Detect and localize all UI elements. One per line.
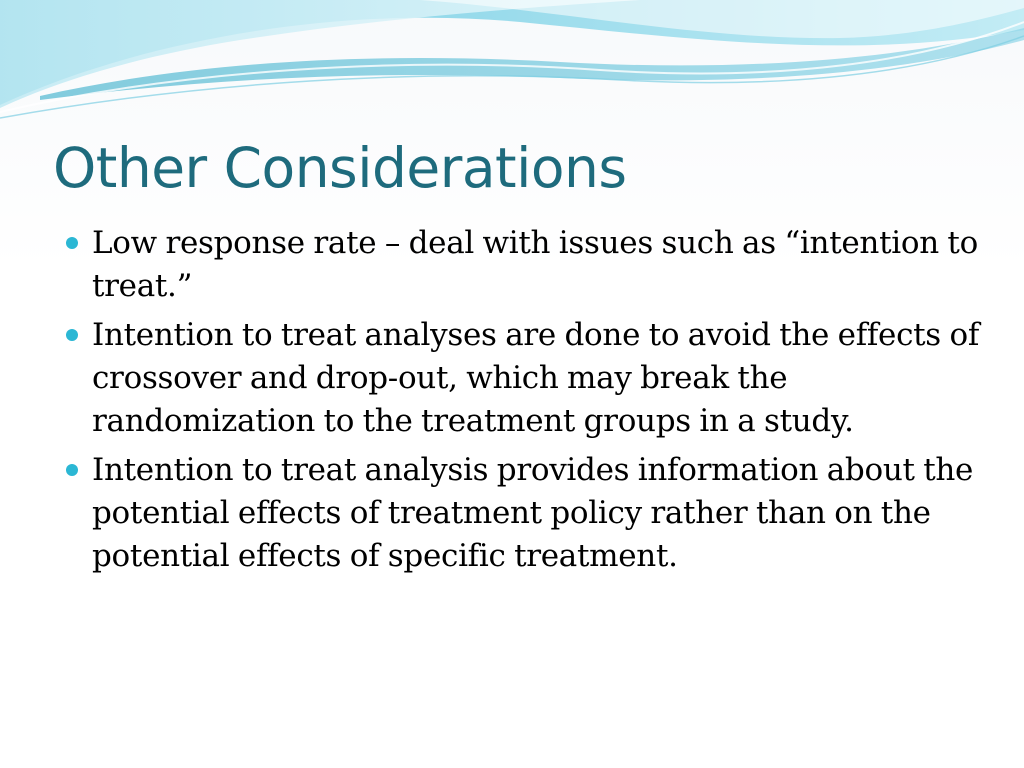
slide-title: Other Considerations xyxy=(53,136,627,200)
bullet-icon xyxy=(66,464,78,476)
bullet-text: Low response rate – deal with issues such as “intention to treat.” xyxy=(92,225,978,304)
bullet-item xyxy=(60,314,990,443)
bullet-item xyxy=(60,222,990,308)
bullet-icon xyxy=(66,237,78,249)
bullet-item xyxy=(60,449,990,578)
wave-header-decoration xyxy=(0,0,1024,130)
bullet-text: Intention to treat analysis provides information about the potential effects of treatment policy rather than on the potential effects of specific treatment. xyxy=(92,452,974,574)
bullet-list xyxy=(60,222,990,578)
bullet-text: Intention to treat analyses are done to avoid the effects of crossover and drop-out, which may break the randomization to the treatment groups in a study. xyxy=(92,317,980,439)
slide-content xyxy=(60,222,990,584)
bullet-icon xyxy=(66,329,78,341)
